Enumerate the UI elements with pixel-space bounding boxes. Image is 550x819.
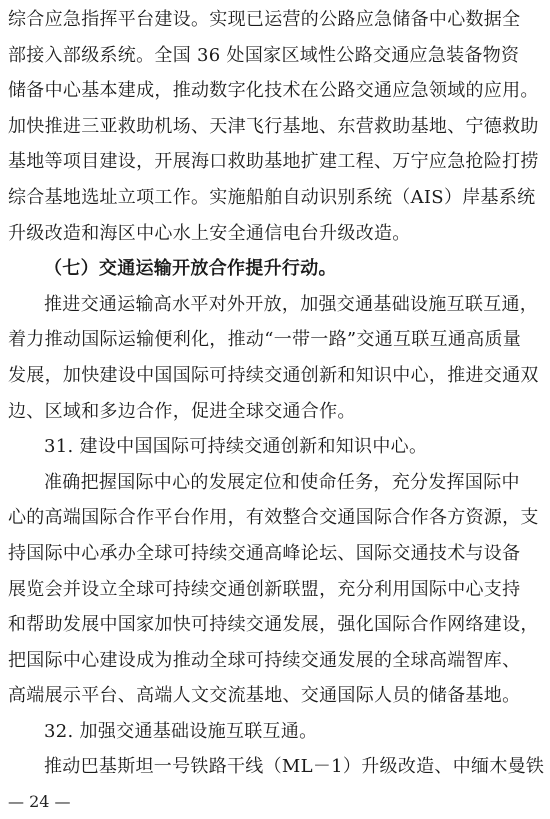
text-line: 心的高端国际合作平台作用，有效整合交通国际合作各方资源，支 xyxy=(8,507,539,529)
page-number: — 24 — xyxy=(8,792,71,811)
text-line: 展览会并设立全球可持续交通创新联盟，充分利用国际中心支持 xyxy=(8,578,521,600)
text-line: 准确把握国际中心的发展定位和使命任务，充分发挥国际中 xyxy=(44,471,520,493)
text-line: 发展，加快建设中国国际可持续交通创新和知识中心，推进交通双 xyxy=(8,364,539,386)
text-line: 储备中心基本建成，推动数字化技术在公路交通应急领域的应用。 xyxy=(8,80,539,102)
body-text xyxy=(8,2,544,785)
text-line: 综合基地选址立项工作。实施船舶自动识别系统（AIS）岸基系统 xyxy=(8,186,536,208)
text-line: 基地等项目建设，开展海口救助基地扩建工程、万宁应急抢险打捞 xyxy=(8,151,539,173)
text-line: 推动巴基斯坦一号铁路干线（ML－1）升级改造、中缅木曼铁 xyxy=(44,756,544,778)
text-line: 着力推动国际运输便利化，推动“一带一路”交通互联互通高质量 xyxy=(8,329,522,351)
text-line: 把国际中心建设成为推动全球可持续交通发展的全球高端智库、 xyxy=(8,649,521,671)
text-line: 加快推进三亚救助机场、天津飞行基地、东营救助基地、宁德救助 xyxy=(8,115,539,137)
text-line: 推进交通运输高水平对外开放，加强交通基础设施互联互通， xyxy=(44,293,539,315)
text-line: 持国际中心承办全球可持续交通高峰论坛、国际交通技术与设备 xyxy=(8,542,521,564)
text-line: 部接入部级系统。全国 36 处国家区域性公路交通应急装备物资 xyxy=(8,44,520,66)
text-line: 升级改造和海区中心水上安全通信电台升级改造。 xyxy=(8,222,411,244)
section-heading: （七）交通运输开放合作提升行动。 xyxy=(44,258,337,280)
item-heading: 32. 加强交通基础设施互联互通。 xyxy=(44,720,318,742)
item-heading: 31. 建设中国国际可持续交通创新和知识中心。 xyxy=(44,436,428,458)
text-line: 高端展示平台、高端人文交流基地、交通国际人员的储备基地。 xyxy=(8,685,521,707)
text-line: 边、区域和多边合作，促进全球交通合作。 xyxy=(8,400,356,422)
text-line: 综合应急指挥平台建设。实现已运营的公路应急储备中心数据全 xyxy=(8,9,521,30)
text-line: 和帮助发展中国家加快可持续交通发展，强化国际合作网络建设， xyxy=(8,614,539,636)
